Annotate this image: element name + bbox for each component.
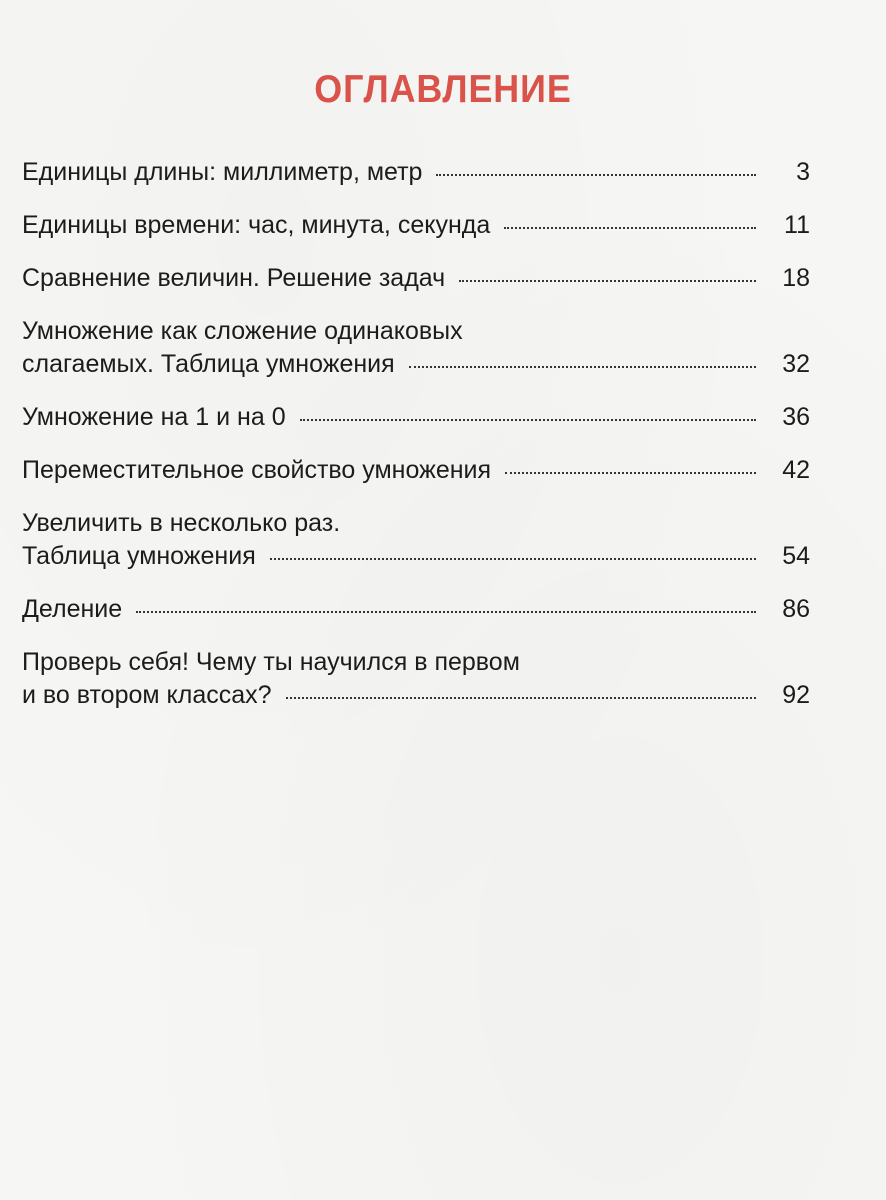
toc-entry-title: Единицы длины: миллиметр, метр xyxy=(22,158,423,186)
dot-leader xyxy=(136,611,756,613)
toc-page-number: 32 xyxy=(782,350,810,378)
toc-entry[interactable] xyxy=(22,646,810,712)
dot-leader xyxy=(459,280,756,282)
toc-page-number: 11 xyxy=(784,211,810,239)
table-of-contents xyxy=(22,148,810,712)
dot-leader xyxy=(504,227,756,229)
toc-entry-title: Единицы времени: час, минута, секунда xyxy=(22,211,491,239)
toc-entry-title: Сравнение величин. Решение задач xyxy=(22,264,446,292)
dot-leader xyxy=(436,174,756,176)
toc-entry-title: Проверь себя! Чему ты научился в первом xyxy=(22,648,520,676)
toc-entry[interactable] xyxy=(22,593,810,626)
toc-page-number: 86 xyxy=(782,595,810,623)
toc-page-number: 36 xyxy=(782,403,810,431)
toc-page-number: 92 xyxy=(782,681,810,709)
toc-entry-title: Увеличить в несколько раз. xyxy=(22,509,341,537)
toc-entry-title: Переместительное свойство умножения xyxy=(22,456,492,484)
toc-page-number: 42 xyxy=(782,456,810,484)
toc-entry-title-continued: слагаемых. Таблица умножения xyxy=(22,350,395,378)
toc-page-number: 18 xyxy=(782,264,810,292)
toc-entry-title: Умножение на 1 и на 0 xyxy=(22,403,286,431)
toc-entry[interactable] xyxy=(22,262,810,295)
dot-leader xyxy=(409,366,756,368)
toc-entry[interactable] xyxy=(22,401,810,434)
toc-entry-title: Умножение как сложение одинаковых xyxy=(22,317,463,345)
dot-leader xyxy=(300,419,756,421)
dot-leader xyxy=(270,558,756,560)
toc-page-number: 3 xyxy=(796,158,810,186)
toc-entry[interactable] xyxy=(22,156,810,189)
dot-leader xyxy=(505,472,756,474)
toc-entry[interactable] xyxy=(22,209,810,242)
toc-page-number: 54 xyxy=(782,542,810,570)
toc-entry[interactable] xyxy=(22,507,810,573)
toc-entry-title: Деление xyxy=(22,595,123,623)
toc-entry-title-continued: и во втором классах? xyxy=(22,681,272,709)
dot-leader xyxy=(286,697,756,699)
toc-entry-title-continued: Таблица умножения xyxy=(22,542,256,570)
toc-entry[interactable] xyxy=(22,454,810,487)
toc-entry[interactable] xyxy=(22,315,810,381)
page-title: ОГЛАВЛЕНИЕ xyxy=(314,68,572,111)
